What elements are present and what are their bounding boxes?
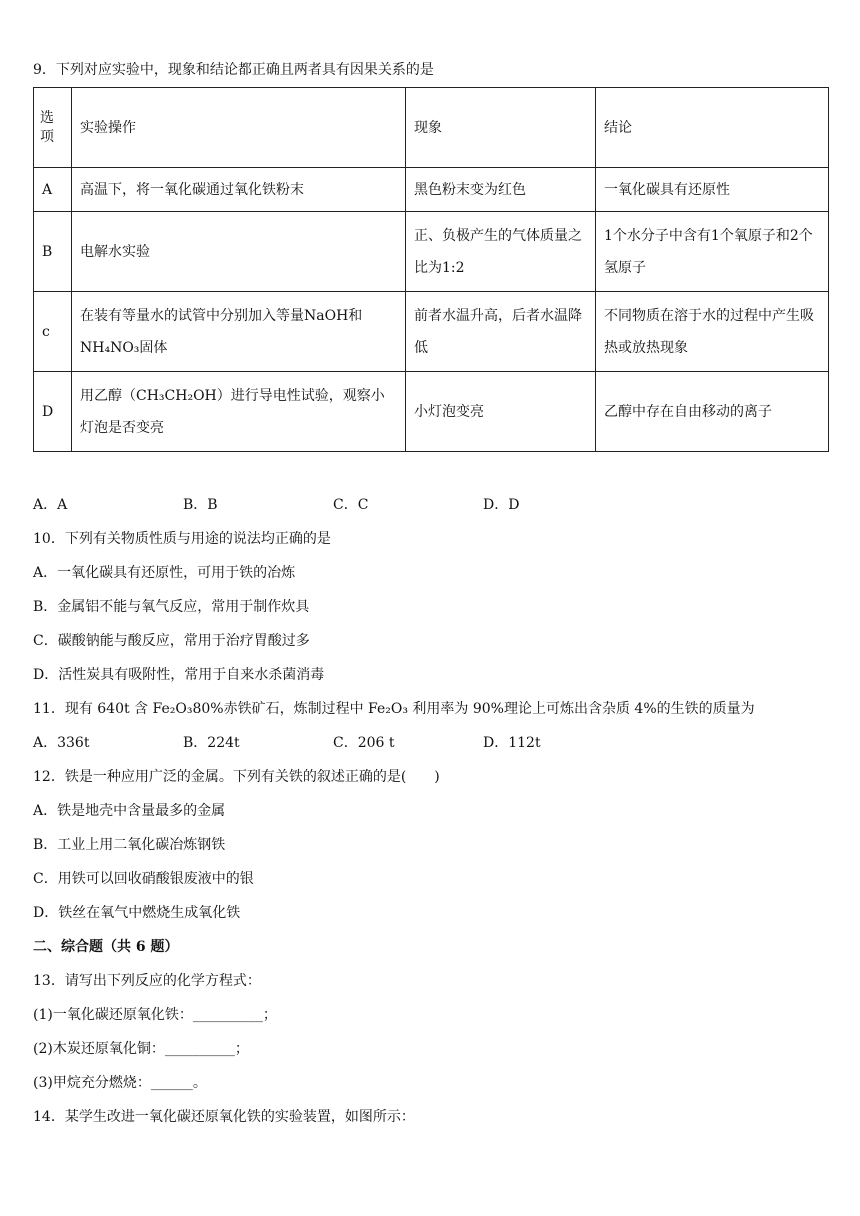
q12-option-d[interactable]: D．铁丝在氧气中燃烧生成氧化铁	[33, 905, 241, 921]
q12-stem: 12．铁是一种应用广泛的金属。下列有关铁的叙述正确的是( )	[33, 769, 440, 785]
row-conclusion: 1个水分子中含有1个氧原子和2个氢原子	[596, 212, 829, 292]
q10-option-b[interactable]: B．金属铝不能与氧气反应，常用于制作炊具	[33, 599, 310, 615]
row-phenomenon: 小灯泡变亮	[406, 372, 596, 452]
table-row	[34, 372, 829, 452]
table-row	[34, 168, 829, 212]
section-title: 二、综合题（共 6 题）	[33, 939, 179, 955]
row-operation: 电解水实验	[72, 212, 406, 292]
option-b[interactable]: B．B	[183, 497, 218, 513]
option-d[interactable]: D．112t	[483, 735, 541, 751]
q9-stem: 9．下列对应实验中，现象和结论都正确且两者具有因果关系的是	[33, 62, 434, 78]
q14-stem: 14．某学生改进一氧化碳还原氧化铁的实验装置，如图所示：	[33, 1109, 415, 1125]
q10-option-c[interactable]: C．碳酸钠能与酸反应，常用于治疗胃酸过多	[33, 633, 310, 649]
q13-item-3: (3)甲烷充分燃烧：______。	[33, 1075, 207, 1091]
option-a[interactable]: A．A	[33, 497, 68, 513]
header-operation: 实验操作	[72, 88, 406, 168]
header-option: 选 项	[34, 88, 72, 168]
header-conclusion: 结论	[596, 88, 829, 168]
row-conclusion: 乙醇中存在自由移动的离子	[596, 372, 829, 452]
row-operation: 用乙醇（CH₃CH₂OH）进行导电性试验，观察小灯泡是否变亮	[72, 372, 406, 452]
q13-item-2: (2)木炭还原氧化铜：__________；	[33, 1041, 249, 1057]
q13-item-1: (1)一氧化碳还原氧化铁：__________；	[33, 1007, 277, 1023]
q10-option-d[interactable]: D．活性炭具有吸附性，常用于自来水杀菌消毒	[33, 667, 325, 683]
option-c[interactable]: C．C	[333, 497, 369, 513]
option-a[interactable]: A．336t	[33, 735, 90, 751]
row-phenomenon: 正、负极产生的气体质量之比为1:2	[406, 212, 596, 292]
q9-options	[33, 495, 519, 515]
row-operation: 在装有等量水的试管中分别加入等量NaOH和NH₄NO₃固体	[72, 292, 406, 372]
q12-option-c[interactable]: C．用铁可以回收硝酸银废液中的银	[33, 871, 254, 887]
q10-stem: 10．下列有关物质性质与用途的说法均正确的是	[33, 531, 331, 547]
row-phenomenon: 前者水温升高，后者水温降低	[406, 292, 596, 372]
q13-stem: 13．请写出下列反应的化学方程式：	[33, 973, 261, 989]
option-b[interactable]: B．224t	[183, 735, 240, 751]
row-label: A	[34, 168, 72, 212]
q11-options	[33, 733, 541, 753]
option-d[interactable]: D．D	[483, 497, 520, 513]
table-row	[34, 292, 829, 372]
row-conclusion: 不同物质在溶于水的过程中产生吸热或放热现象	[596, 292, 829, 372]
row-conclusion: 一氧化碳具有还原性	[596, 168, 829, 212]
q12-option-b[interactable]: B．工业上用二氧化碳冶炼钢铁	[33, 837, 226, 853]
q12-option-a[interactable]: A．铁是地壳中含量最多的金属	[33, 803, 226, 819]
row-label: B	[34, 212, 72, 292]
q11-stem: 11．现有 640t 含 Fe₂O₃80%赤铁矿石，炼制过程中 Fe₂O₃ 利用率为 90%理论上可炼出含杂质 4%的生铁的质量为	[33, 701, 755, 717]
table-header-row	[34, 88, 829, 168]
row-label: c	[34, 292, 72, 372]
row-operation: 高温下，将一氧化碳通过氧化铁粉末	[72, 168, 406, 212]
row-phenomenon: 黑色粉末变为红色	[406, 168, 596, 212]
q9-table	[33, 87, 829, 452]
header-phenomenon: 现象	[406, 88, 596, 168]
row-label: D	[34, 372, 72, 452]
option-c[interactable]: C．206 t	[333, 735, 395, 751]
table-row	[34, 212, 829, 292]
q10-option-a[interactable]: A．一氧化碳具有还原性，可用于铁的冶炼	[33, 565, 296, 581]
